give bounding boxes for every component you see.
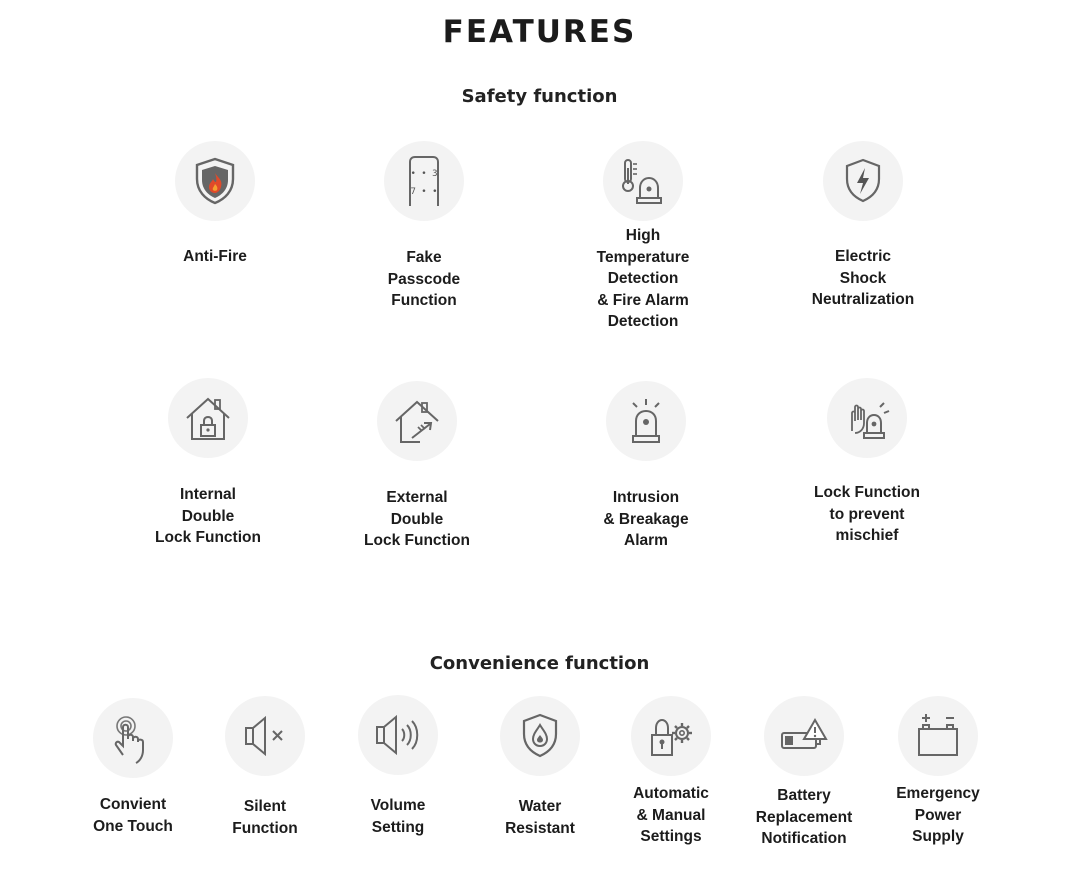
- feature-label: Internal Double Lock Function: [155, 486, 261, 546]
- feature-label: External Double Lock Function: [364, 489, 470, 549]
- feature-label: Lock Function to prevent mischief: [814, 484, 920, 544]
- feature-icon-circle: [823, 141, 903, 221]
- feature-icon-circle: [603, 141, 683, 221]
- hand-siren-icon: [840, 391, 894, 445]
- feature-label: Fake Passcode Function: [387, 249, 461, 309]
- feature-icon-circle: [764, 696, 844, 776]
- feature-icon-circle: [827, 378, 907, 458]
- feature-label: Volume Setting: [370, 797, 426, 836]
- feature-label: Emergency Power Supply: [896, 785, 980, 845]
- svg-text:• • 3: • • 3: [410, 169, 438, 179]
- lightning-shield-icon: [836, 154, 890, 208]
- siren-icon: [619, 394, 673, 448]
- speaker-mute-icon: [238, 709, 292, 763]
- water-shield-icon: [513, 709, 567, 763]
- lock-gear-icon: [644, 709, 698, 763]
- feature-icon-circle: [93, 698, 173, 778]
- feature-label: Silent Function: [232, 798, 298, 837]
- battery-warning-icon: [777, 709, 831, 763]
- touch-hand-icon: [106, 711, 160, 765]
- feature-icon-circle: [225, 696, 305, 776]
- feature-label: Anti-Fire: [183, 248, 247, 265]
- feature-icon-circle: [631, 696, 711, 776]
- feature-icon-circle: [358, 695, 438, 775]
- house-lock-icon: [181, 391, 235, 445]
- house-arrow-icon: [390, 394, 444, 448]
- battery-icon: [911, 709, 965, 763]
- feature-icon-circle: [898, 696, 978, 776]
- feature-label: Intrusion & Breakage Alarm: [603, 489, 689, 549]
- keypad-icon: [397, 154, 451, 208]
- fire-shield-icon: [188, 154, 242, 208]
- page-title: FEATURES: [442, 14, 637, 50]
- feature-label: Convient One Touch: [93, 796, 173, 835]
- feature-label: Water Resistant: [505, 798, 575, 837]
- feature-label: Battery Replacement Notification: [755, 787, 853, 847]
- feature-icon-circle: [168, 378, 248, 458]
- feature-label: Automatic & Manual Settings: [633, 785, 709, 845]
- feature-icon-circle: [606, 381, 686, 461]
- feature-label: High Temperature Detection & Fire Alarm Detection: [596, 227, 690, 330]
- convenience-heading: Convenience function: [429, 653, 650, 674]
- svg-text:7 • •: 7 • •: [410, 187, 438, 197]
- speaker-volume-icon: [371, 708, 425, 762]
- feature-icon-circle: [384, 141, 464, 221]
- feature-icon-circle: [175, 141, 255, 221]
- feature-icon-circle: [500, 696, 580, 776]
- feature-icon-circle: [377, 381, 457, 461]
- safety-heading: Safety function: [461, 86, 618, 107]
- feature-label: Electric Shock Neutralization: [811, 248, 915, 308]
- thermometer-alarm-icon: [616, 154, 670, 208]
